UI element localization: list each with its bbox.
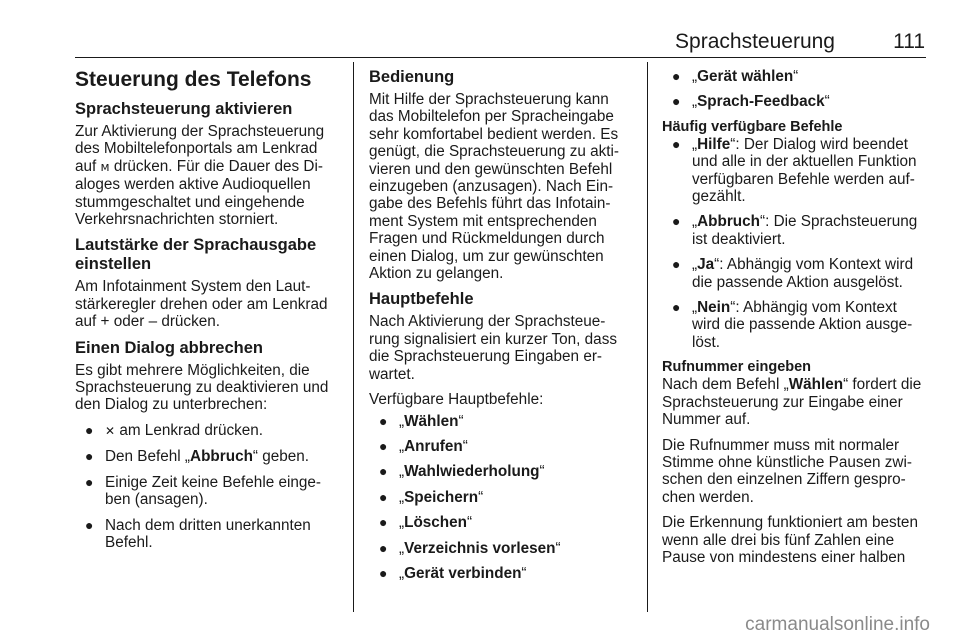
list-item: ● „Anrufen“ [379, 437, 468, 455]
paragraph-activate: Zur Aktivierung der Sprachsteuerung des Mobiltelefonportals am Lenkrad auf ᴍ drücken. Für die Dauer des Di- aloges werden aktive Audioquellen stummgeschaltet und eingehende Verkehrsnachrichten storniert. [75, 123, 325, 229]
list-item: ● „Sprach-Feedback“ [672, 93, 830, 111]
paragraph-volume: Am Infotainment System den Laut- stärkeregler drehen oder am Lenkrad auf + oder – drücken. [75, 278, 328, 331]
paragraph-number: Nach dem Befehl „Wählen“ fordert die Sprachsteuerung zur Eingabe einer Nummer auf. [662, 376, 922, 429]
column-2 [369, 68, 634, 590]
running-head: Sprachsteuerung [675, 30, 835, 53]
list-item: ● Nach dem dritten unerkannten Befehl. [85, 516, 311, 551]
list-item: ● „Hilfe“: Der Dialog wird beendet und alle in der aktuellen Funktion verfügbaren Befehle werden auf- gezählt. [672, 135, 917, 206]
list-item: ● „Gerät verbinden“ [379, 564, 527, 582]
list-item: ● „Löschen“ [379, 514, 473, 532]
header-rule [75, 57, 926, 58]
list-item: ● „Wahlwiederholung“ [379, 463, 545, 481]
paragraph-number-2: Die Rufnummer muss mit normaler Stimme ohne künstliche Pausen zwi- schen den einzelnen Ziffern gespro- chen werden. [662, 436, 912, 506]
list-item: ● „Verzeichnis vorlesen“ [379, 539, 561, 557]
column-divider-2 [647, 62, 648, 612]
heading-common-commands: Häufig verfügbare Befehle [662, 118, 843, 135]
voice-command-icon: ᴍ [100, 159, 110, 174]
hang-up-icon: ✕ [105, 423, 116, 438]
heading-main-commands: Hauptbefehle [369, 290, 474, 309]
list-item: ● „Abbruch“: Die Sprachsteuerung ist deaktiviert. [672, 213, 918, 248]
main-commands-list [369, 413, 634, 583]
paragraph-cancel: Es gibt mehrere Möglichkeiten, die Sprachsteuerung zu deaktivieren und den Dialog zu unterbrechen: [75, 361, 329, 414]
column-3 [662, 68, 927, 574]
list-item: ● „Speichern“ [379, 488, 484, 506]
main-commands-list-continued [662, 68, 927, 111]
list-item: ● ✕ am Lenkrad drücken. [85, 421, 264, 439]
cancel-list [75, 422, 340, 551]
column-divider-1 [353, 62, 354, 612]
heading-usage: Bedienung [369, 68, 455, 86]
heading-cancel: Einen Dialog abbrechen [75, 338, 263, 357]
list-item: ● „Ja“: Abhängig vom Kontext wird die passende Aktion ausgelöst. [672, 256, 914, 291]
list-item: ● Den Befehl „Abbruch“ geben. [85, 448, 310, 466]
page-title: Steuerung des Telefons [75, 68, 312, 91]
page-number: 111 [893, 30, 925, 53]
watermark: carmanualsonline.info [745, 614, 930, 635]
column-1 [75, 68, 340, 559]
page-header [75, 30, 925, 54]
heading-activate: Sprachsteuerung aktivieren [75, 100, 293, 118]
heading-enter-number: Rufnummer eingeben [662, 359, 812, 376]
paragraph-usage: Mit Hilfe der Sprachsteuerung kann das Mobiltelefon per Spracheingabe sehr komfortabel bedient werden. Es genügt, die Sprachsteuerung zu akti- vieren und den gewünschten Befehl einzugeben (anzusagen). Nach Ein- gabe des Befehls führt das Infotain- ment System mit entsprechenden Fragen und Rückmeldungen durch einen Dialog, um zur gewünschten Aktion zu gelangen. [369, 91, 620, 283]
heading-volume: Lautstärke der Sprachausgabe einstellen [75, 236, 317, 274]
paragraph-number-3: Die Erkennung funktioniert am besten wenn alle drei bis fünf Zahlen eine Pause von mindestens einer halben [662, 514, 918, 566]
list-item: ● „Gerät wählen“ [672, 68, 799, 85]
list-item: ● „Wählen“ [379, 412, 464, 430]
list-item: ● „Nein“: Abhängig vom Kontext wird die passende Aktion ausge- löst. [672, 299, 913, 351]
paragraph-available: Verfügbare Hauptbefehle: [369, 391, 544, 409]
paragraph-main: Nach Aktivierung der Sprachsteue- rung signalisiert ein kurzer Ton, dass die Sprachsteuerung Eingaben er- wartet. [369, 313, 617, 383]
common-commands-list [662, 136, 927, 351]
list-item: ● Einige Zeit keine Befehle einge- ben (ansagen). [85, 473, 321, 509]
